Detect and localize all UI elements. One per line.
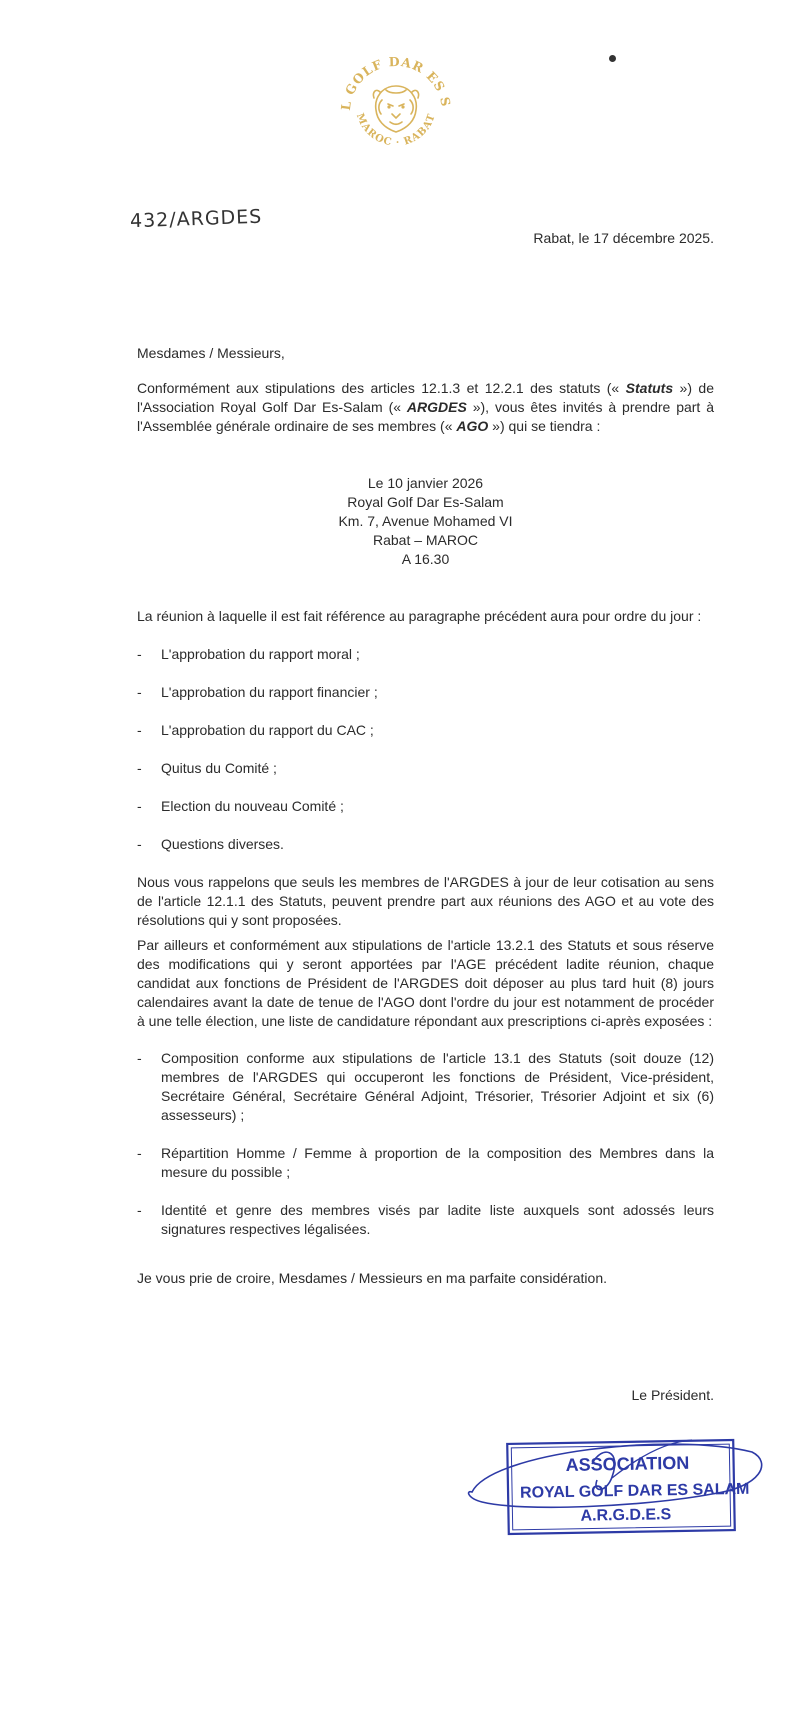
meeting-details [137, 474, 714, 569]
letter-body [137, 344, 714, 1288]
lion-head-icon [336, 52, 456, 172]
signatory: Le Président. [631, 1387, 714, 1403]
intro-part1: Conformément aux stipulations des articles 12.1.3 et 12.2.1 des statuts (« [137, 380, 626, 396]
prescription-item: - Composition conforme aux stipulations de l'article 13.1 des Statuts (soit douze (12) membres de l'ARGDES qui occuperont les fonctions de Président, Vice-président, Secrétaire Général, Secrétaire Général Adjoint, Trésorier, Trésorier Adjoint et six (6) assesseurs) ; [137, 1049, 714, 1125]
closing-formula: Je vous prie de croire, Mesdames / Messieurs en ma parfaite considération. [137, 1270, 607, 1286]
candidacy-paragraph: Par ailleurs et conformément aux stipulations de l'article 13.2.1 des Statuts et sous réserve des modifications qui y seront apportées par l'AGE précédent ladite réunion, chaque candidat aux fonctions de Président de l'ARGDES doit déposer au plus tard huit (8) jours calendaires avant la date de tenue de l'AGO dont l'ordre du jour est notamment de procéder à une telle élection, une liste de candidature répondant aux prescriptions ci-après exposées : [137, 937, 714, 1029]
reference-number: 432/ARGDES [129, 205, 263, 233]
agenda-list [137, 645, 714, 854]
stamp-line2: ROYAL GOLF DAR ES SALAM [519, 1480, 750, 1502]
meeting-city: Rabat – MAROC [372, 532, 479, 548]
date-line: Rabat, le 17 décembre 2025. [533, 230, 714, 246]
association-logo [336, 52, 456, 172]
meeting-date: Le 10 janvier 2026 [367, 475, 484, 491]
agenda-item: - L'approbation du rapport moral ; [137, 645, 714, 664]
stamp-line1: ASSOCIATION [565, 1452, 690, 1475]
agenda-intro: La réunion à laquelle il est fait référence au paragraphe précédent aura pour ordre du jour : [137, 608, 702, 624]
term-ago: AGO [456, 418, 489, 434]
intro-part4: ») qui se tiendra : [488, 418, 601, 434]
agenda-item: - Election du nouveau Comité ; [137, 797, 714, 816]
agenda-item: - Questions diverses. [137, 835, 714, 854]
term-argdes: ARGDES [406, 399, 467, 415]
meeting-venue: Royal Golf Dar Es-Salam [347, 494, 504, 510]
agenda-item: - L'approbation du rapport du CAC ; [137, 721, 714, 740]
meeting-street: Km. 7, Avenue Mohamed VI [338, 513, 513, 529]
stamp-line3: A.R.G.D.E.S [580, 1506, 672, 1525]
intro-part2: ») de l'Association Royal Golf Dar Es-Salam (« [137, 380, 714, 415]
prescriptions-list [137, 1049, 714, 1239]
agenda-item: - Quitus du Comité ; [137, 759, 714, 778]
prescription-item: - Identité et genre des membres visés par ladite liste auxquels sont adossés leurs signatures respectives légalisées. [137, 1201, 714, 1239]
association-stamp [462, 1432, 767, 1542]
agenda-item: - L'approbation du rapport financier ; [137, 683, 714, 702]
logo-ring-text-top: L GOLF DAR ES S [337, 53, 454, 112]
intro-paragraph [137, 379, 714, 436]
intro-part3: »), vous êtes invités à prendre part à l'Assemblée générale ordinaire de ses membres (« [137, 399, 715, 434]
prescription-item: - Répartition Homme / Femme à proportion de la composition des Membres dans la mesure du possible ; [137, 1144, 714, 1182]
logo-ring-text-bottom: MAROC · RABAT [353, 111, 438, 149]
meeting-time: A 16.30 [401, 551, 450, 567]
ink-dot [609, 55, 616, 62]
term-statuts: Statuts [625, 380, 674, 396]
salutation: Mesdames / Messieurs, [137, 345, 285, 361]
reminder-paragraph: Nous vous rappelons que seuls les membres de l'ARGDES à jour de leur cotisation au sens de l'article 12.1.1 des Statuts, peuvent prendre part aux réunions des AGO et au vote des résolutions qui y sont proposées. [137, 874, 714, 928]
